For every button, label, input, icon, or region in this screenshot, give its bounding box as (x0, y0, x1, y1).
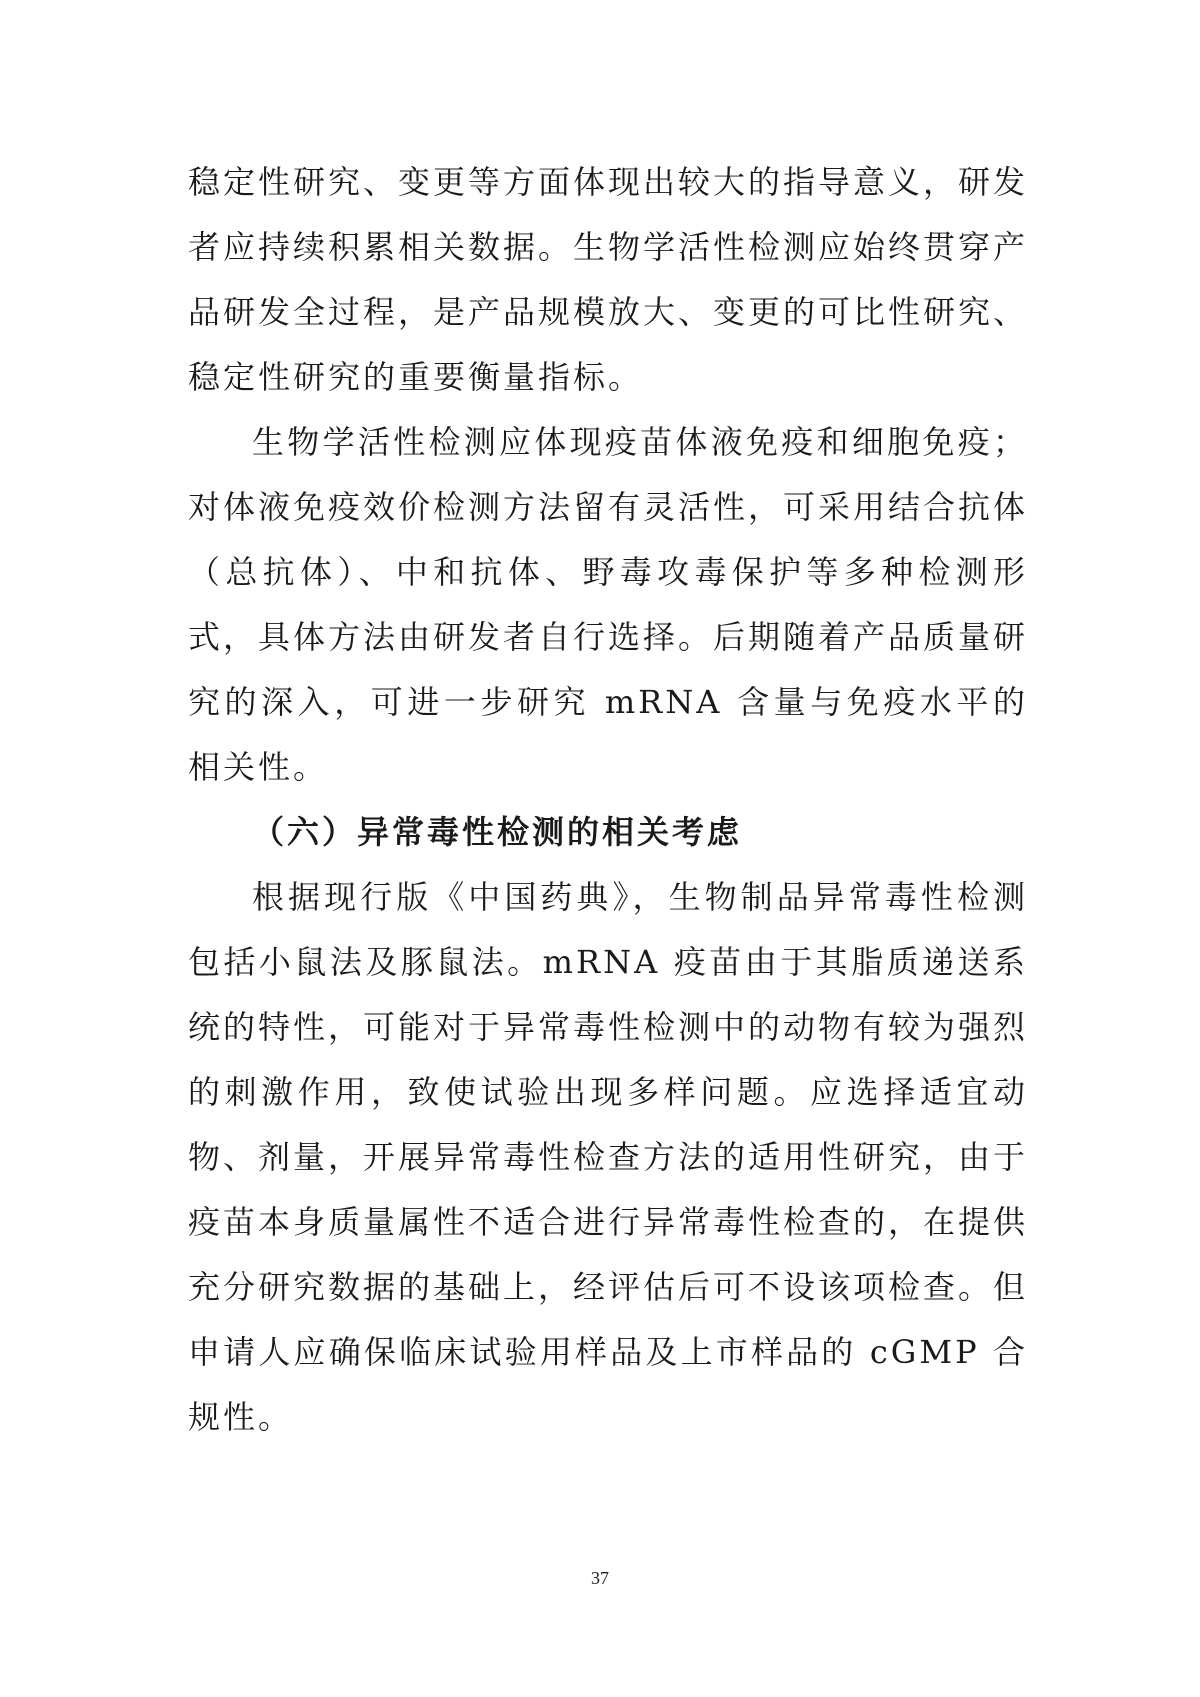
paragraph-continuation: 稳定性研究、变更等方面体现出较大的指导意义，研发者应持续积累相关数据。生物学活性检测应始终贯穿产品研发全过程，是产品规模放大、变更的可比性研究、稳定性研究的重要衡量指标。 (188, 163, 1029, 396)
page-number: 37 (591, 1568, 609, 1588)
paragraph-biological-activity: 生物学活性检测应体现疫苗体液免疫和细胞免疫；对体液免疫效价检测方法留有灵活性，可采用结合抗体（总抗体）、中和抗体、野毒攻毒保护等多种检测形式，具体方法由研发者自行选择。后期随着产品质量研究的深入，可进一步研究 mRNA 含量与免疫水平的相关性。 (188, 423, 1029, 786)
body-text (188, 150, 1028, 1450)
section-heading-abnormal-toxicity: （六）异常毒性检测的相关考虑 (252, 813, 743, 851)
paragraph-abnormal-toxicity: 根据现行版《中国药典》，生物制品异常毒性检测包括小鼠法及豚鼠法。mRNA 疫苗由于其脂质递送系统的特性，可能对于异常毒性检测中的动物有较为强烈的刺激作用，致使试验出现多样问题。应选择适宜动物、剂量，开展异常毒性检查方法的适用性研究，由于疫苗本身质量属性不适合进行异常毒性检查的，在提供充分研究数据的基础上，经评估后可不设该项检查。但申请人应确保临床试验用样品及上市样品的 cGMP 合规性。 (188, 878, 1029, 1436)
